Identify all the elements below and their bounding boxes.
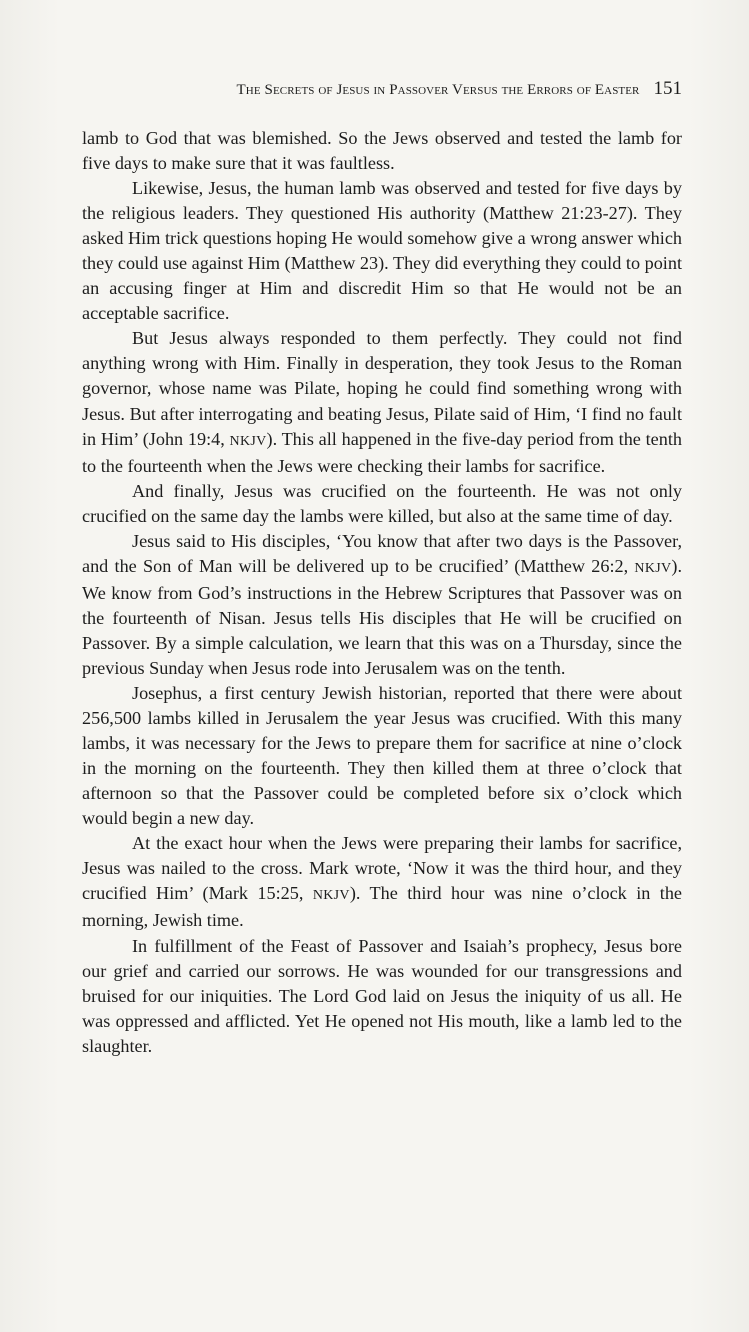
paragraph-4 — [82, 479, 682, 529]
paragraph-text-after: ). We know from God’s instructions in the Hebrew Scriptures that Passover was on the fourteenth of Nisan. Jesus tells His disciples that He will be crucified on Passover. By a simple calculation, we learn that this was on a Thursday, since the previous Sunday when Jesus rode into Jerusalem was on the tenth. — [82, 555, 682, 678]
paragraph-text-before: But Jesus always responded to them perfectly. They could not find anything wrong with Him. Finally in desperation, they took Jesus to the Roman governor, whose name was Pilate, hoping he could find something wrong with Jesus. But after interrogating and beating Jesus, Pilate said of Him, ‘I find no fault in Him’ (John 19:4, — [82, 328, 682, 449]
bible-version: NKJV — [229, 433, 267, 449]
paragraph-text: Likewise, Jesus, the human lamb was observed and tested for five days by the religious leaders. They questioned His authority (Matthew 21:23-27). They asked Him trick questions hoping He would somehow give a wrong answer which they could use against Him (Matthew 23). They did everything they could to point an accusing finger at Him and discredit Him so that He would not be an acceptable sacrifice. — [82, 178, 682, 324]
paragraph-text: Josephus, a first century Jewish historian, reported that there were about 256,500 lambs killed in Jerusalem the year Jesus was crucified. With this many lambs, it was necessary for the Jews to prepare them for sacrifice at nine o’clock in the morning on the fourteenth. They then killed them at three o’clock that afternoon so that the Passover could be completed before six o’clock which would begin a new day. — [82, 683, 682, 829]
paragraph-text-after: ). The third hour was nine o’clock in the morning, Jewish time. — [82, 883, 682, 931]
paragraph-text: lamb to God that was blemished. So the Jews observed and tested the lamb for five days to make sure that it was faultless. — [82, 128, 682, 174]
paragraph-6 — [82, 681, 682, 831]
running-title: The Secrets of Jesus in Passover Versus the Errors of Easter — [236, 82, 640, 98]
paragraph-7 — [82, 831, 682, 933]
body-text — [82, 126, 682, 1059]
paragraph-text-after: ). This all happened in the five-day period from the tenth to the fourteenth when the Jews were checking their lambs for sacrifice. — [82, 428, 683, 476]
paragraph-8 — [82, 934, 682, 1059]
paragraph-3 — [82, 326, 682, 478]
paragraph-text-before: Jesus said to His disciples, ‘You know that after two days is the Passover, and the Son of Man will be delivered up to be crucified’ (Matthew 26:2, — [82, 530, 682, 576]
bible-version: NKJV — [634, 560, 672, 576]
paragraph-text: And finally, Jesus was crucified on the fourteenth. He was not only crucified on the same day the lambs were killed, but also at the same time of day. — [82, 480, 682, 526]
paragraph-1 — [82, 126, 682, 176]
bible-version: NKJV — [312, 888, 350, 904]
paragraph-2 — [82, 176, 682, 326]
running-header — [130, 78, 682, 104]
page-number: 151 — [653, 78, 682, 99]
paragraph-text-before: At the exact hour when the Jews were preparing their lambs for sacrifice, Jesus was nailed to the cross. Mark wrote, ‘Now it was the third hour, and they crucified Him’ (Mark 15:25, — [82, 833, 682, 904]
paragraph-text: In fulfillment of the Feast of Passover and Isaiah’s prophecy, Jesus bore our grief and carried our sorrows. He was wounded for our transgressions and bruised for our iniquities. The Lord God laid on Jesus the iniquity of us all. He was oppressed and afflicted. Yet He opened not His mouth, like a lamb led to the slaughter. — [82, 935, 682, 1056]
paragraph-5 — [82, 529, 682, 681]
